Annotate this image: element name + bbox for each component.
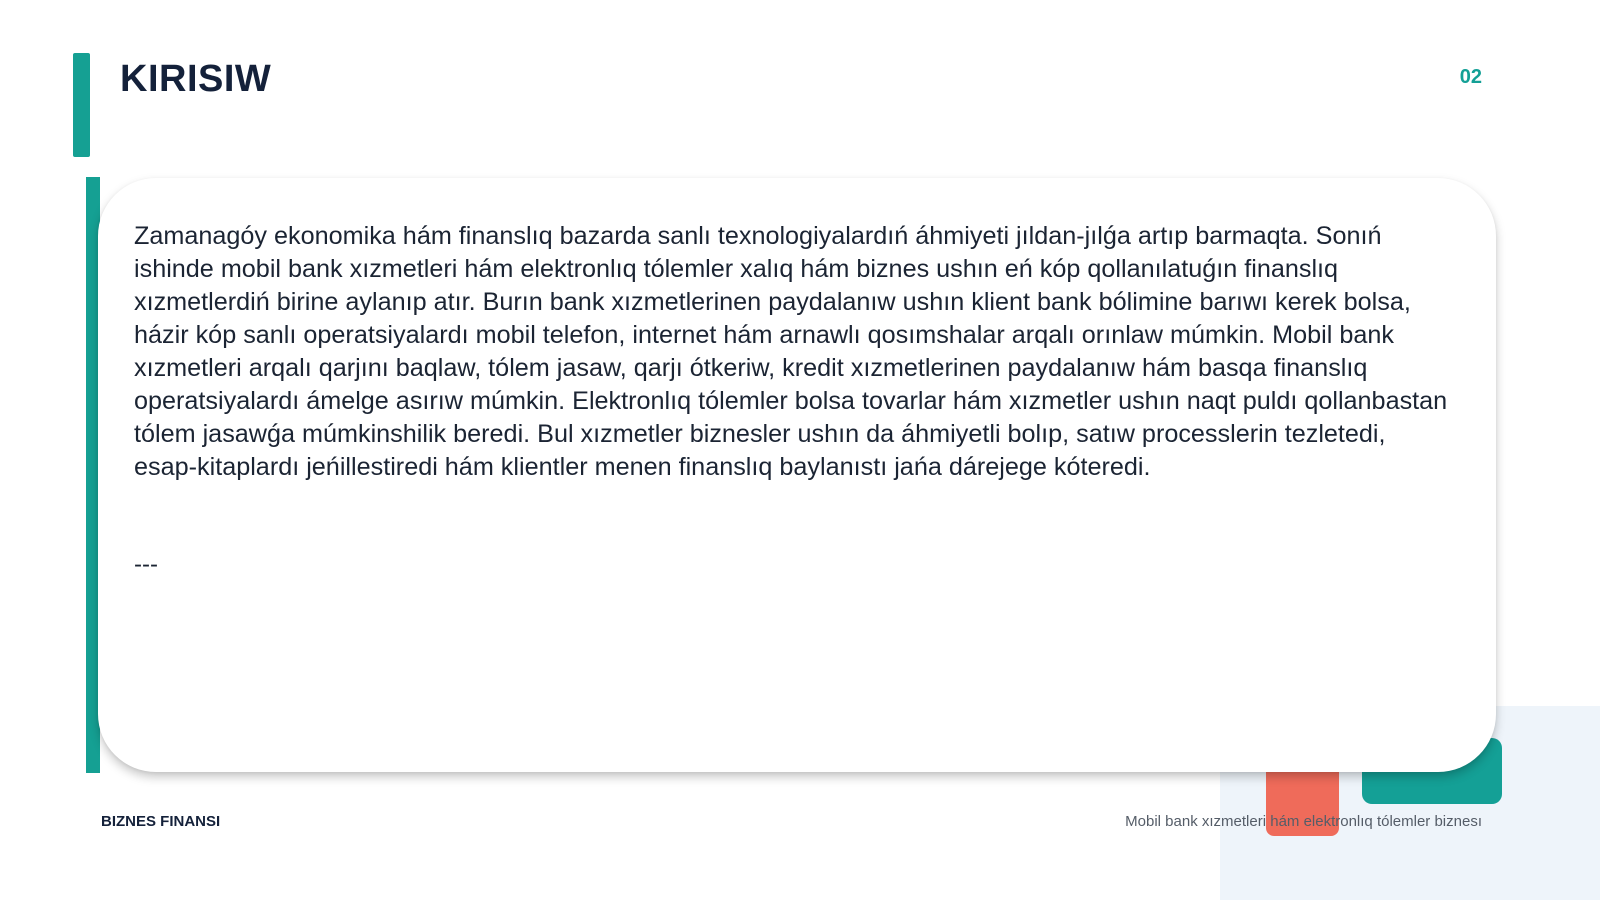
title-accent-bar	[73, 53, 90, 157]
intro-paragraph: Zamanagóy ekonomika hám finanslıq bazarda sanlı texnologiyalardıń áhmiyeti jıldan-jılǵa artıp barmaqta. Sonıń ishinde mobil bank xızmetleri hám elektronlıq tólemler xalıq hám biznes ushın eń kóp qollanılatuǵın finanslıq xızmetlerdiń birine aylanıp atır. Burın bank xızmetlerinen paydalanıw ushın klient bank bólimine barıwı kerek bolsa, házir kóp sanlı operatsiyalardı mobil telefon, internet hám arnawlı qosımshalar arqalı orınlaw múmkin. Mobil bank xızmetleri arqalı qarjını baqlaw, tólem jasaw, qarjı ótkeriw, kredit xızmetlerinen paydalanıw hám basqa finanslıq operatsiyalardı ámelge asırıw múmkin. Elektronlıq tólemler bolsa tovarlar hám xızmetler ushın naqt puldı qollanbastan tólem jasawǵa múmkinshilik beredi. Bul xızmetler biznesler ushın da áhmiyetli bolıp, satıw processlerin tezletedi, esap-kitaplardı jeńillestiredi hám klientler menen finanslıq baylanıstı jańa dárejege kóteredi.	[134, 222, 1448, 481]
page-number: 02	[1459, 66, 1482, 88]
footer-topic: Mobil bank xızmetleri hám elektronlıq tólemler biznesı	[1125, 813, 1482, 830]
slide-title: KIRISIW	[120, 58, 272, 100]
separator-text: ---	[134, 551, 158, 578]
content-card	[98, 178, 1496, 772]
footer-course-name: BIZNES FINANSI	[101, 813, 221, 830]
